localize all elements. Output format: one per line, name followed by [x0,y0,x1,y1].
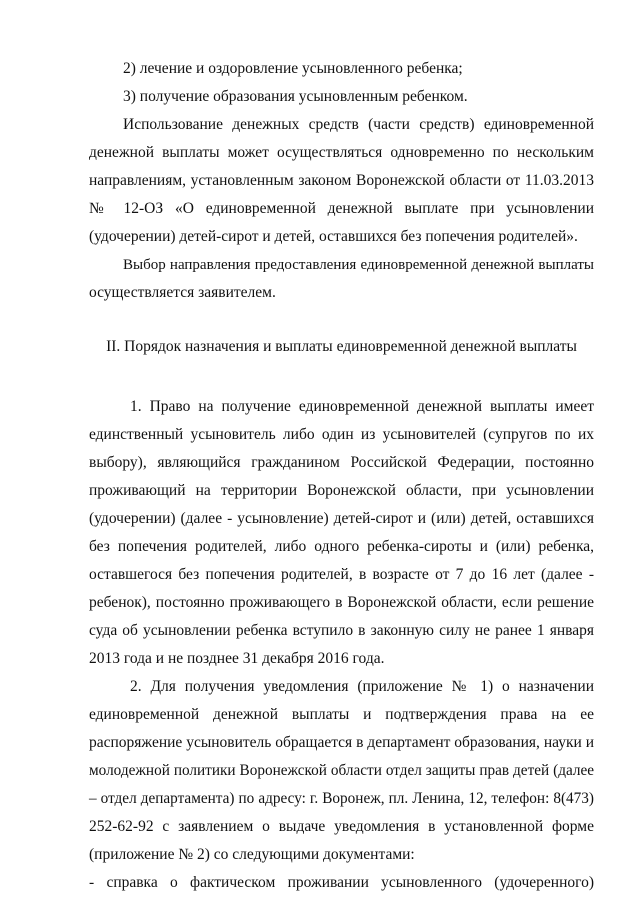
paragraph-line: 2. Для получения уведомления (приложение № 1) о назначении [130,678,594,695]
paragraph-line: (приложение № 2) со следующими документами: [89,846,415,863]
section-heading: II. Порядок назначения и выплаты единовременной денежной выплаты [106,338,577,355]
paragraph-line: денежной выплаты может осуществляться одновременно по нескольким [89,144,594,161]
list-item-treatment: 2) лечение и оздоровление усыновленного ребенка; [123,60,463,77]
paragraph-line: (удочерении) детей-сирот и детей, оставшихся без попечения родителей». [89,228,578,245]
paragraph-line: распоряжение усыновитель обращается в департамент образования, науки и [89,734,594,751]
paragraph-line: (удочерении) (далее - усыновление) детей-сирот и (или) детей, оставшихся [89,510,594,527]
paragraph-line: 2013 года и не позднее 31 декабря 2016 года. [89,650,385,667]
paragraph-line: 1. Право на получение единовременной денежной выплаты имеет [130,398,594,415]
paragraph-line: осуществляется заявителем. [89,284,276,301]
paragraph-line: молодежной политики Воронежской области отдел защиты прав детей (далее [89,762,594,779]
paragraph-line: 252-62-92 с заявлением о выдаче уведомления в установленной форме [89,818,594,835]
paragraph-line: направлениям, установленным законом Воронежской области от 11.03.2013 [89,172,594,189]
paragraph-line: № 12-ОЗ «О единовременной денежной выплате при усыновлении [89,200,594,217]
list-item-education: 3) получение образования усыновленным ребенком. [123,88,468,105]
paragraph-line: единовременной денежной выплаты и подтверждения права на ее [89,706,594,723]
paragraph-line: Выбор направления предоставления единовременной денежной выплаты [123,257,594,273]
paragraph-line: единственный усыновитель либо один из усыновителей (супругов по их [89,426,594,443]
paragraph-line: без попечения родителей, либо одного ребенка-сироты и (или) ребенка, [89,538,594,555]
paragraph-line: – отдел департамента) по адресу: г. Воронеж, пл. Ленина, 12, телефон: 8(473) [89,790,594,807]
list-item-certificate: - справка о фактическом проживании усыновленного (удочеренного) [89,874,594,891]
paragraph-line: оставшегося без попечения родителей, в возрасте от 7 до 16 лет (далее - [89,566,594,583]
paragraph-line: суда об усыновлении ребенка вступило в законную силу не ранее 1 января [89,622,594,639]
paragraph-line: выбору), являющийся гражданином Российской Федерации, постоянно [89,454,594,471]
paragraph-line: Использование денежных средств (части средств) единовременной [123,116,594,133]
paragraph-line: ребенок), постоянно проживающего в Воронежской области, если решение [89,594,594,611]
paragraph-line: проживающий на территории Воронежской области, при усыновлении [89,482,594,499]
